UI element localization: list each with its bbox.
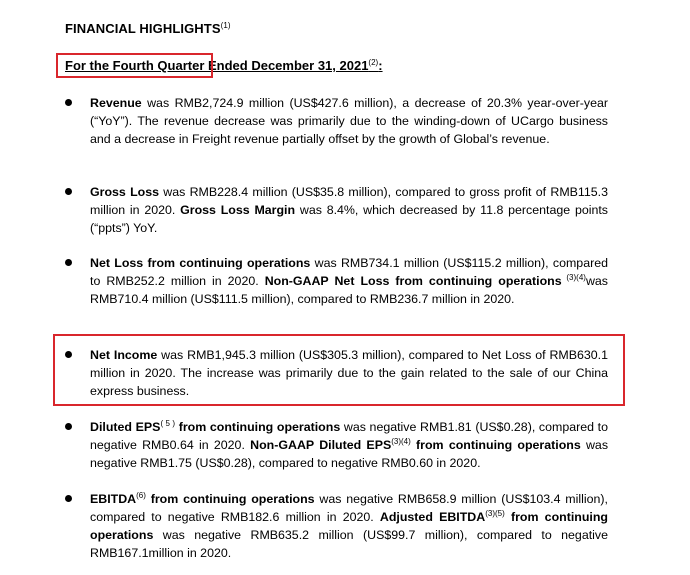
bold-term: Gross Loss Margin	[180, 203, 296, 217]
bold-term: Non-GAAP Diluted EPS	[250, 438, 392, 452]
bold-term: from continuing operations	[410, 438, 581, 452]
bold-term: Adjusted EBITDA	[379, 510, 486, 524]
bold-term: Net Loss from continuing operations	[90, 256, 311, 270]
body-text: was RMB1,945.3 million (US$305.3 million), compared to Net Loss of RMB630.1 million in 2020. The increase was primarily due to the gain related to the sale of our China express business.	[90, 348, 608, 398]
footnote-ref: (3)(4)	[561, 273, 586, 282]
bullet-text	[90, 183, 608, 237]
bullet-net-income	[65, 346, 615, 400]
bullet-dot-icon	[65, 99, 72, 106]
bold-term: Non-GAAP Net Loss from continuing operations	[264, 274, 562, 288]
bullet-text	[90, 254, 608, 308]
body-text: was negative RMB1.81 (US$0.28), compared to negative RMB0.64 in 2020.	[90, 420, 608, 452]
subheading-footnote: (2)	[368, 58, 379, 67]
body-text: was 8.4%, which decreased by 11.8 percentage points (“ppts”) YoY.	[90, 203, 609, 235]
bold-term: from continuing operations	[175, 420, 341, 434]
bullet-text	[90, 346, 608, 400]
bold-term: Revenue	[90, 96, 142, 110]
bullet-dot-icon	[65, 423, 72, 430]
bold-term: from continuing operations	[90, 510, 608, 542]
body-text: was RMB710.4 million (US$111.5 million), compared to RMB236.7 million in 2020.	[90, 274, 608, 306]
footnote-ref: ( 5 )	[160, 419, 176, 428]
bullet-dot-icon	[65, 495, 72, 502]
bold-term: Net Income	[90, 348, 158, 362]
body-text: was RMB228.4 million (US$35.8 million), compared to gross profit of RMB115.3 million in 2020.	[90, 185, 608, 217]
footnote-ref: (6)	[136, 491, 146, 500]
subheading-text: For the Fourth Quarter Ended December 31, 2021	[65, 58, 369, 73]
body-text: was negative RMB658.9 million (US$103.4 million), compared to negative RMB182.6 million in 2020.	[90, 492, 608, 524]
bullet-diluted-eps	[65, 418, 615, 472]
page-title	[65, 21, 231, 36]
bold-term: Diluted EPS	[90, 420, 161, 434]
title-text: FINANCIAL HIGHLIGHTS	[65, 21, 221, 36]
body-text: was negative RMB635.2 million (US$99.7 million), compared to negative RMB167.1million in 2020.	[90, 528, 608, 560]
subheading-colon: :	[378, 58, 383, 73]
bold-term: Gross Loss	[90, 185, 160, 199]
body-text: was RMB2,724.9 million (US$427.6 million), a decrease of 20.3% year-over-year (“YoY”). The revenue decrease was primarily due to the winding-down of UCargo business and a decrease in Freight revenue partially offset by the growth of Global’s revenue.	[90, 96, 608, 146]
footnote-ref: (3)(5)	[485, 509, 505, 518]
footnote-ref: (3)(4)	[391, 437, 411, 446]
bullet-text	[90, 490, 608, 562]
bullet-dot-icon	[65, 351, 72, 358]
bold-term: from continuing operations	[145, 492, 315, 506]
title-footnote: (1)	[220, 21, 231, 30]
body-text: was negative RMB1.75 (US$0.28), compared to negative RMB0.60 in 2020.	[90, 438, 609, 470]
bullet-net-loss	[65, 254, 615, 308]
body-text: was RMB734.1 million (US$115.2 million), compared to RMB252.2 million in 2020.	[90, 256, 608, 288]
bold-term: EBITDA	[90, 492, 137, 506]
bullet-text	[90, 94, 608, 148]
bullet-text	[90, 418, 608, 472]
section-subheading	[65, 58, 383, 73]
bullet-dot-icon	[65, 259, 72, 266]
bullet-revenue	[65, 94, 615, 148]
bullet-dot-icon	[65, 188, 72, 195]
bullet-gross-loss	[65, 183, 615, 237]
bullet-ebitda	[65, 490, 615, 562]
